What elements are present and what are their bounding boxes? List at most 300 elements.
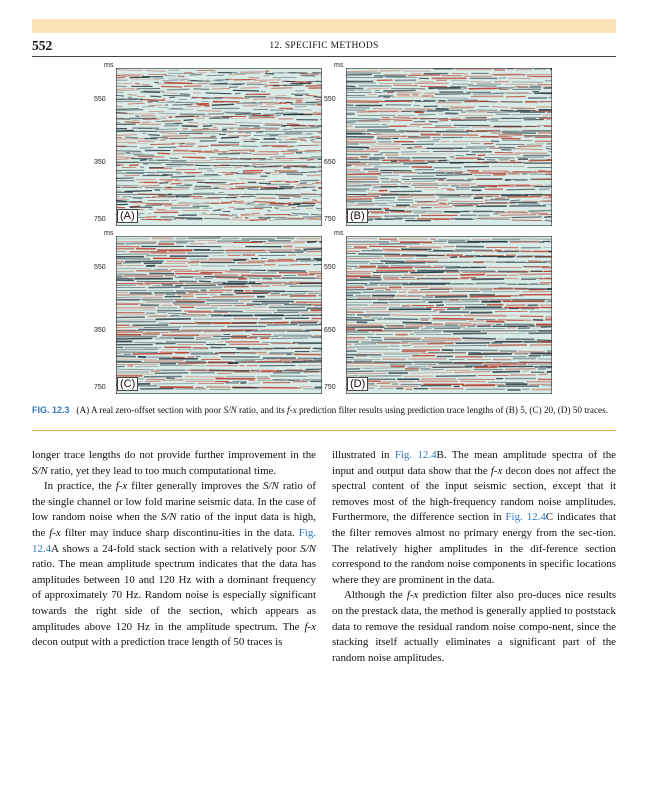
text-italic: f-x bbox=[406, 589, 419, 602]
seismic-trace-segment bbox=[535, 172, 552, 173]
tick-550: 550 bbox=[324, 96, 336, 103]
seismic-trace-segment bbox=[375, 219, 402, 220]
seismic-trace-segment bbox=[206, 387, 231, 388]
seismic-trace-segment bbox=[264, 139, 275, 140]
seismic-section-c bbox=[116, 236, 322, 394]
figure-link[interactable]: Fig. 12.4 bbox=[32, 526, 316, 555]
seismic-trace-segment bbox=[292, 213, 309, 214]
seismic-section-d bbox=[346, 236, 552, 394]
seismic-trace-segment bbox=[234, 209, 245, 210]
seismic-trace-segment bbox=[187, 165, 195, 166]
seismic-trace-segment bbox=[375, 370, 419, 371]
seismic-trace-segment bbox=[265, 73, 274, 74]
tick-350: 350 bbox=[94, 159, 106, 166]
seismic-trace-segment bbox=[136, 366, 159, 367]
seismic-trace-segment bbox=[138, 357, 147, 358]
seismic-trace-segment bbox=[358, 254, 400, 255]
seismic-trace-segment bbox=[312, 200, 317, 201]
seismic-trace-segment bbox=[507, 197, 542, 198]
seismic-trace-segment bbox=[288, 347, 311, 348]
seismic-trace-segment bbox=[161, 370, 186, 371]
seismic-trace-segment bbox=[456, 343, 490, 344]
seismic-trace-segment bbox=[207, 75, 224, 76]
seismic-trace-segment bbox=[129, 165, 139, 166]
seismic-trace-segment bbox=[260, 319, 282, 320]
seismic-trace-segment bbox=[265, 173, 270, 174]
seismic-trace-segment bbox=[135, 83, 140, 84]
text-italic: S/N bbox=[160, 511, 177, 524]
seismic-trace-segment bbox=[171, 176, 196, 177]
seismic-trace-segment bbox=[452, 205, 478, 206]
seismic-trace-segment bbox=[249, 118, 276, 119]
seismic-trace-segment bbox=[401, 152, 417, 153]
seismic-trace-segment bbox=[377, 136, 406, 137]
seismic-trace-segment bbox=[346, 174, 381, 175]
text: Although the bbox=[344, 589, 407, 602]
seismic-trace-segment bbox=[162, 99, 166, 100]
seismic-trace-segment bbox=[116, 165, 123, 166]
seismic-trace-segment bbox=[435, 94, 470, 95]
seismic-figure bbox=[96, 62, 556, 398]
caption-fx: f-x bbox=[287, 405, 297, 415]
seismic-trace-segment bbox=[218, 154, 241, 155]
seismic-trace-segment bbox=[178, 276, 201, 277]
seismic-trace-segment bbox=[232, 84, 244, 85]
seismic-trace-segment bbox=[145, 217, 157, 218]
text: decon output with a prediction trace length of 50 traces is bbox=[32, 636, 283, 649]
top-color-band bbox=[32, 19, 616, 33]
seismic-trace-segment bbox=[279, 360, 311, 361]
tick-ms: ms bbox=[334, 230, 344, 237]
seismic-trace-segment bbox=[384, 318, 418, 319]
seismic-trace-segment bbox=[495, 198, 505, 199]
seismic-trace-segment bbox=[135, 116, 139, 117]
seismic-trace-segment bbox=[300, 261, 322, 262]
seismic-trace-segment bbox=[133, 198, 142, 199]
seismic-trace-segment bbox=[375, 90, 380, 91]
tick-ms: ms bbox=[334, 62, 344, 69]
seismic-trace-segment bbox=[125, 137, 138, 138]
text: B. The mean amplitude spectra of the input and output data show that the bbox=[332, 449, 616, 477]
seismic-trace-segment bbox=[304, 249, 323, 250]
paragraph bbox=[32, 448, 316, 479]
seismic-trace-segment bbox=[283, 153, 295, 154]
seismic-trace-segment bbox=[543, 261, 552, 262]
seismic-trace-segment bbox=[426, 111, 443, 112]
seismic-trace-segment bbox=[546, 149, 552, 150]
seismic-trace-segment bbox=[485, 158, 515, 159]
seismic-trace-segment bbox=[529, 210, 553, 211]
seismic-trace-segment bbox=[488, 345, 527, 346]
seismic-trace-segment bbox=[243, 170, 263, 171]
seismic-trace-segment bbox=[132, 354, 172, 355]
tick-ms: ms bbox=[104, 62, 114, 69]
text-italic: S/N bbox=[32, 464, 48, 477]
seismic-trace-segment bbox=[420, 119, 448, 120]
seismic-trace-segment bbox=[160, 183, 169, 184]
seismic-trace-segment bbox=[541, 327, 552, 328]
body-column-left bbox=[32, 448, 316, 651]
seismic-trace-segment bbox=[164, 83, 192, 84]
seismic-trace-segment bbox=[116, 76, 139, 77]
seismic-trace-segment bbox=[233, 90, 259, 91]
seismic-trace-segment bbox=[482, 242, 508, 243]
seismic-trace-segment bbox=[250, 220, 267, 221]
text-italic: f-x bbox=[304, 620, 316, 633]
seismic-trace-segment bbox=[148, 135, 159, 136]
seismic-trace-segment bbox=[271, 338, 308, 339]
seismic-trace-segment bbox=[228, 195, 239, 196]
seismic-trace-segment bbox=[480, 203, 514, 204]
seismic-trace-segment bbox=[438, 101, 445, 102]
seismic-trace-segment bbox=[247, 84, 266, 85]
caption-sn: S/N bbox=[223, 405, 237, 415]
paragraph bbox=[332, 448, 616, 588]
seismic-section-b bbox=[346, 68, 552, 226]
seismic-trace-segment bbox=[534, 69, 546, 70]
seismic-trace-segment bbox=[346, 108, 370, 109]
seismic-trace-segment bbox=[258, 354, 285, 355]
tick-350: 350 bbox=[94, 327, 106, 334]
seismic-trace-segment bbox=[116, 352, 158, 353]
seismic-trace-segment bbox=[150, 144, 175, 145]
seismic-trace-segment bbox=[192, 129, 219, 130]
seismic-trace-segment bbox=[234, 372, 271, 373]
seismic-section-a bbox=[116, 68, 322, 226]
seismic-trace-segment bbox=[145, 205, 162, 206]
seismic-trace-segment bbox=[547, 118, 552, 119]
seismic-trace-segment bbox=[261, 146, 268, 147]
seismic-trace-segment bbox=[380, 285, 401, 286]
seismic-trace-segment bbox=[298, 137, 314, 138]
seismic-trace-segment bbox=[384, 216, 419, 217]
tick-750: 750 bbox=[94, 216, 106, 223]
seismic-trace-segment bbox=[235, 93, 241, 94]
seismic-trace-segment bbox=[391, 126, 420, 127]
seismic-trace-segment bbox=[230, 270, 266, 271]
text: illustrated in bbox=[332, 449, 395, 461]
paragraph bbox=[332, 588, 616, 666]
seismic-trace-segment bbox=[175, 116, 194, 117]
seismic-trace-segment bbox=[241, 87, 260, 88]
seismic-trace-segment bbox=[222, 128, 249, 129]
seismic-trace-segment bbox=[368, 193, 399, 194]
seismic-trace-segment bbox=[287, 218, 305, 219]
seismic-trace-segment bbox=[149, 160, 168, 161]
figure-number: FIG. 12.3 bbox=[32, 405, 70, 415]
seismic-trace-segment bbox=[346, 122, 356, 123]
seismic-trace-segment bbox=[460, 256, 496, 257]
text: In practice, the bbox=[44, 480, 116, 493]
seismic-trace-segment bbox=[310, 140, 315, 141]
seismic-trace-segment bbox=[441, 279, 469, 280]
text-italic: f-x bbox=[49, 526, 61, 539]
seismic-trace-segment bbox=[317, 104, 322, 105]
seismic-trace-segment bbox=[510, 108, 534, 109]
panel-label-c: (C) bbox=[117, 377, 138, 391]
seismic-trace-segment bbox=[198, 105, 210, 106]
seismic-trace-segment bbox=[311, 214, 322, 215]
seismic-trace-segment bbox=[169, 250, 193, 251]
seismic-trace-segment bbox=[212, 296, 254, 297]
seismic-trace-segment bbox=[507, 189, 536, 190]
tick-550: 550 bbox=[94, 264, 106, 271]
seismic-trace-segment bbox=[314, 97, 322, 98]
seismic-trace-segment bbox=[212, 104, 234, 105]
tick-650: 650 bbox=[324, 327, 336, 334]
chapter-title: 12. SPECIFIC METHODS bbox=[269, 41, 379, 51]
seismic-trace-segment bbox=[179, 94, 190, 95]
seismic-trace-segment bbox=[408, 292, 449, 293]
seismic-trace-segment bbox=[229, 150, 255, 151]
seismic-trace-segment bbox=[184, 287, 223, 288]
seismic-trace-segment bbox=[346, 325, 383, 326]
text: filter may induce sharp discontinu-ities in the data. bbox=[60, 526, 299, 539]
seismic-trace-segment bbox=[167, 197, 174, 198]
seismic-trace-segment bbox=[158, 153, 170, 154]
seismic-trace-segment bbox=[383, 173, 419, 174]
seismic-trace-segment bbox=[528, 160, 552, 161]
seismic-trace-segment bbox=[301, 75, 316, 76]
seismic-trace-segment bbox=[387, 158, 410, 159]
seismic-trace-segment bbox=[241, 361, 282, 362]
seismic-trace-segment bbox=[226, 113, 250, 114]
seismic-trace-segment bbox=[162, 136, 189, 137]
seismic-trace-segment bbox=[284, 371, 319, 372]
seismic-trace-segment bbox=[467, 171, 479, 172]
seismic-trace-segment bbox=[140, 167, 144, 168]
seismic-trace-segment bbox=[316, 208, 322, 209]
seismic-trace-segment bbox=[182, 126, 198, 127]
seismic-trace-segment bbox=[251, 213, 260, 214]
seismic-trace-segment bbox=[460, 275, 485, 276]
seismic-trace-segment bbox=[518, 146, 542, 147]
tick-550: 550 bbox=[94, 96, 106, 103]
seismic-trace-segment bbox=[505, 369, 536, 370]
seismic-trace-segment bbox=[171, 183, 182, 184]
seismic-trace-segment bbox=[223, 211, 231, 212]
seismic-trace-segment bbox=[197, 111, 221, 112]
text: decon does not affect the spectral content of the input seismic section, except that it removes most of the high-frequency random noise amplitudes. Furthermore, the difference section in bbox=[332, 464, 616, 524]
seismic-trace-segment bbox=[387, 92, 394, 93]
seismic-trace-segment bbox=[438, 160, 447, 161]
seismic-trace-segment bbox=[116, 77, 125, 78]
seismic-trace-segment bbox=[532, 111, 552, 112]
seismic-trace-segment bbox=[466, 147, 495, 148]
seismic-trace-segment bbox=[229, 207, 235, 208]
seismic-trace-segment bbox=[222, 130, 227, 131]
seismic-trace-segment bbox=[547, 367, 552, 368]
seismic-trace-segment bbox=[180, 144, 185, 145]
seismic-trace-segment bbox=[380, 170, 412, 171]
figure-link[interactable]: Fig. 12.4 bbox=[505, 511, 546, 524]
seismic-trace-segment bbox=[417, 202, 438, 203]
panel-b bbox=[326, 62, 556, 230]
seismic-trace-segment bbox=[165, 181, 172, 182]
text: ratio. The mean amplitude spectrum indicates that the data has amplitudes between 10 and 120 Hz with a dominant frequency of approximately 70 Hz. Random noise is especially significant towards the right side of the section, which appears as amplitudes above 120 Hz in the amplitude spectrum. The bbox=[32, 558, 316, 633]
seismic-trace-segment bbox=[260, 189, 284, 190]
seismic-trace-segment bbox=[190, 75, 202, 76]
seismic-trace-segment bbox=[126, 243, 156, 244]
seismic-trace-segment bbox=[233, 315, 257, 316]
seismic-trace-segment bbox=[267, 211, 271, 212]
seismic-trace-segment bbox=[305, 150, 322, 151]
seismic-trace-segment bbox=[150, 96, 161, 97]
seismic-trace-segment bbox=[177, 76, 184, 77]
seismic-trace-segment bbox=[143, 327, 181, 328]
seismic-trace-segment bbox=[470, 296, 511, 297]
seismic-trace-segment bbox=[492, 342, 535, 343]
seismic-trace-segment bbox=[213, 210, 221, 211]
seismic-trace-segment bbox=[511, 217, 541, 218]
seismic-trace-segment bbox=[507, 272, 529, 273]
text: prediction filter also pro-duces nice results on the prestack data, the method is generally applied to poststack data to remove the residual random noise compo-nent, since the stacking itself actually eliminates a significant part of the random noise amplitudes. bbox=[332, 589, 616, 664]
seismic-trace-segment bbox=[116, 110, 143, 111]
seismic-trace-segment bbox=[204, 277, 244, 278]
seismic-trace-segment bbox=[175, 301, 205, 302]
seismic-trace-segment bbox=[232, 215, 237, 216]
seismic-trace-segment bbox=[384, 328, 419, 329]
seismic-trace-segment bbox=[304, 372, 322, 373]
seismic-trace-segment bbox=[445, 267, 486, 268]
seismic-trace-segment bbox=[128, 95, 137, 96]
seismic-trace-segment bbox=[178, 363, 206, 364]
tick-ms: ms bbox=[104, 230, 114, 237]
tick-750: 750 bbox=[324, 384, 336, 391]
seismic-trace-segment bbox=[463, 309, 506, 310]
seismic-trace-segment bbox=[499, 185, 530, 186]
text-italic: S/N bbox=[300, 542, 316, 555]
seismic-trace-segment bbox=[229, 87, 238, 88]
seismic-trace-segment bbox=[462, 338, 496, 339]
seismic-trace-segment bbox=[346, 101, 383, 102]
seismic-trace-segment bbox=[297, 206, 314, 207]
seismic-trace-segment bbox=[383, 90, 415, 91]
seismic-trace-segment bbox=[346, 196, 379, 197]
seismic-trace-segment bbox=[199, 281, 211, 282]
seismic-trace-segment bbox=[301, 140, 307, 141]
seismic-trace-segment bbox=[291, 126, 307, 127]
header-rule bbox=[32, 56, 616, 57]
seismic-trace-segment bbox=[141, 186, 160, 187]
seismic-trace-segment bbox=[245, 166, 252, 167]
seismic-trace-segment bbox=[140, 160, 147, 161]
figure-link[interactable]: Fig. 12.4 bbox=[394, 449, 437, 461]
seismic-trace-segment bbox=[241, 275, 281, 276]
seismic-trace-segment bbox=[116, 89, 135, 90]
seismic-trace-segment bbox=[283, 129, 292, 130]
seismic-trace-segment bbox=[384, 338, 422, 339]
seismic-trace-segment bbox=[193, 89, 209, 90]
text: filter generally improves the bbox=[127, 480, 264, 493]
seismic-trace-segment bbox=[259, 159, 272, 160]
body-column-right bbox=[332, 448, 616, 666]
seismic-trace-segment bbox=[385, 263, 426, 264]
seismic-trace-segment bbox=[537, 340, 552, 341]
seismic-trace-segment bbox=[155, 373, 188, 374]
seismic-trace-segment bbox=[305, 219, 322, 220]
caption-text: prediction filter results using prediction trace lengths of (B) 5, (C) 20, (D) 50 traces. bbox=[296, 405, 609, 415]
seismic-trace-segment bbox=[531, 213, 548, 214]
seismic-trace-segment bbox=[370, 323, 400, 324]
seismic-trace-segment bbox=[116, 338, 152, 339]
seismic-trace-segment bbox=[363, 368, 404, 369]
seismic-trace-segment bbox=[406, 211, 442, 212]
seismic-trace-segment bbox=[488, 120, 498, 121]
tick-750: 750 bbox=[94, 384, 106, 391]
seismic-trace-segment bbox=[271, 88, 292, 89]
panel-c bbox=[96, 230, 326, 398]
seismic-trace-segment bbox=[212, 89, 230, 90]
seismic-trace-segment bbox=[188, 81, 211, 82]
paragraph bbox=[32, 479, 316, 651]
seismic-trace-segment bbox=[267, 325, 298, 326]
seismic-trace-segment bbox=[225, 272, 250, 273]
seismic-trace-segment bbox=[234, 73, 260, 74]
text-italic: f-x bbox=[490, 464, 503, 477]
panel-label-b: (B) bbox=[347, 209, 368, 223]
seismic-trace-segment bbox=[408, 75, 441, 76]
seismic-trace-segment bbox=[116, 254, 150, 255]
seismic-trace-segment bbox=[213, 101, 240, 102]
seismic-trace-segment bbox=[468, 86, 497, 87]
seismic-trace-segment bbox=[202, 213, 206, 214]
seismic-trace-segment bbox=[373, 272, 408, 273]
seismic-trace-segment bbox=[162, 175, 172, 176]
seismic-trace-segment bbox=[547, 144, 552, 145]
seismic-trace-segment bbox=[173, 105, 193, 106]
seismic-trace-segment bbox=[346, 199, 372, 200]
seismic-trace-segment bbox=[436, 376, 477, 377]
seismic-trace-segment bbox=[301, 194, 316, 195]
seismic-trace-segment bbox=[175, 274, 212, 275]
seismic-trace-segment bbox=[203, 128, 209, 129]
seismic-trace-segment bbox=[141, 92, 160, 93]
seismic-trace-segment bbox=[156, 319, 191, 320]
seismic-trace-segment bbox=[346, 105, 354, 106]
seismic-trace-segment bbox=[286, 182, 299, 183]
seismic-trace-segment bbox=[187, 173, 200, 174]
seismic-trace-segment bbox=[478, 218, 510, 219]
panel-d bbox=[326, 230, 556, 398]
seismic-trace-segment bbox=[307, 159, 314, 160]
seismic-trace-segment bbox=[184, 120, 193, 121]
seismic-trace-segment bbox=[544, 217, 552, 218]
caption-text: ratio, and its bbox=[236, 405, 288, 415]
text: ratio of the single channel or low fold marine seismic data. In the case of low random noise when the bbox=[32, 480, 316, 524]
seismic-trace-segment bbox=[256, 132, 263, 133]
seismic-trace-segment bbox=[433, 319, 474, 320]
seismic-trace-segment bbox=[287, 124, 300, 125]
seismic-trace-segment bbox=[381, 261, 405, 262]
tick-550: 550 bbox=[324, 264, 336, 271]
seismic-trace-segment bbox=[116, 185, 139, 186]
running-head bbox=[32, 38, 616, 56]
tick-650: 650 bbox=[324, 159, 336, 166]
seismic-trace-segment bbox=[307, 175, 321, 176]
seismic-trace-segment bbox=[519, 274, 552, 275]
seismic-trace-segment bbox=[264, 243, 304, 244]
seismic-trace-segment bbox=[295, 106, 307, 107]
seismic-trace-segment bbox=[252, 115, 274, 116]
seismic-trace-segment bbox=[346, 164, 366, 165]
seismic-trace-segment bbox=[385, 210, 405, 211]
seismic-trace-segment bbox=[143, 119, 161, 120]
seismic-trace-segment bbox=[116, 159, 129, 160]
seismic-trace-segment bbox=[447, 172, 463, 173]
seismic-trace-segment bbox=[160, 140, 166, 141]
seismic-trace-segment bbox=[265, 124, 283, 125]
